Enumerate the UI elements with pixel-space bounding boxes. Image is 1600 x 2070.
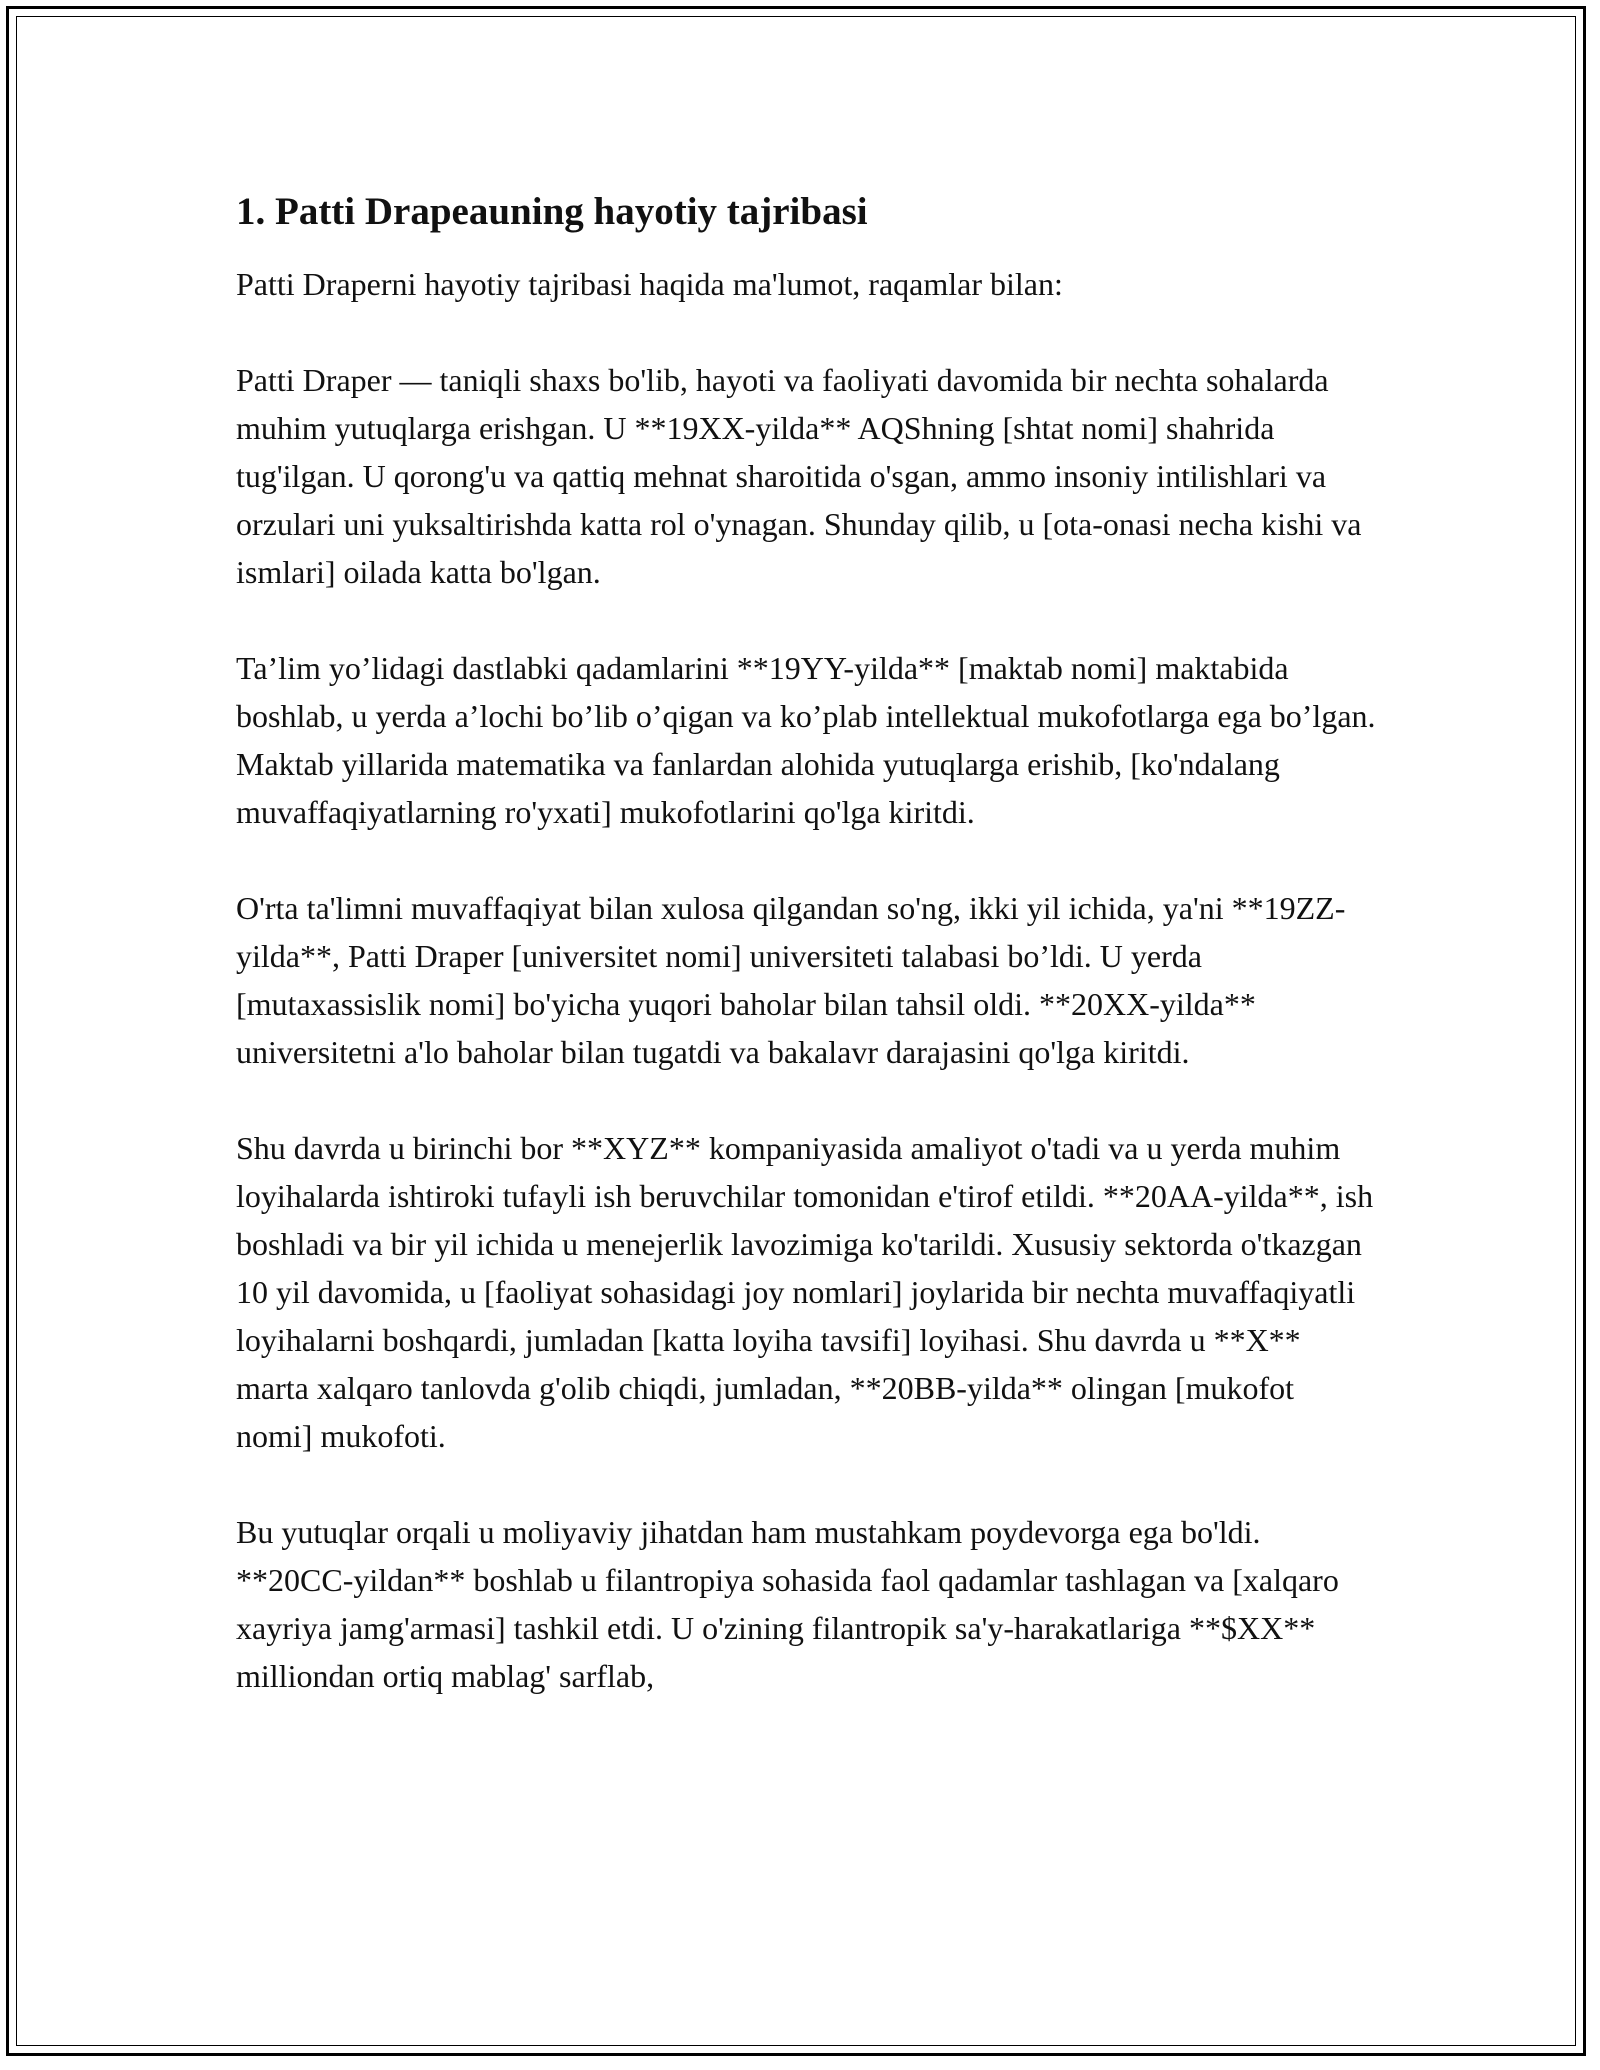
document-body [236, 186, 1376, 1700]
intro-paragraph: Patti Draperni hayotiy tajribasi haqida ma'lumot, raqamlar bilan: [236, 266, 1063, 302]
paragraph-career: Shu davrda u birinchi bor **XYZ** kompaniyasida amaliyot o'tadi va u yerda muhim loyihalarda ishtiroki tufayli ish beruvchilar tomonidan e'tirof etildi. **20AA-yilda**, ish boshladi va bir yil ichida u menejerlik lavozimiga ko'tarildi. Xususiy sektorda o'tkazgan 10 yil davomida, u [faoliyat sohasidagi joy nomlari] joylarida bir nechta muvaffaqiyatli loyihalarni boshqardi, jumladan [katta loyiha tavsifi] loyihasi. Shu davrda u **X** marta xalqaro tanlovda g'olib chiqdi, jumladan, **20BB-yilda** olingan [mukofot nomi] mukofoti. [236, 1130, 1374, 1454]
paragraph-school: Ta’lim yo’lidagi dastlabki qadamlarini **19YY-yilda** [maktab nomi] maktabida boshlab, u yerda a’lochi bo’lib o’qigan va ko’plab intellektual mukofotlarga ega bo’lgan. Maktab yillarida matematika va fanlardan alohida yutuqlarga erishib, [ko'ndalang muvaffaqiyatlarning ro'yxati] mukofotlarini qo'lga kiritdi. [236, 650, 1376, 830]
paragraph-university: O'rta ta'limni muvaffaqiyat bilan xulosa qilgandan so'ng, ikki yil ichida, ya'ni **19ZZ-yilda**, Patti Draper [universitet nomi] universiteti talabasi bo’ldi. U yerda [mutaxassislik nomi] bo'yicha yuqori baholar bilan tahsil oldi. **20XX-yilda** universitetni a'lo baholar bilan tugatdi va bakalavr darajasini qo'lga kiritdi. [236, 890, 1346, 1070]
paragraph-birth: Patti Draper — taniqli shaxs bo'lib, hayoti va faoliyati davomida bir nechta sohalarda muhim yutuqlarga erishgan. U **19XX-yilda** AQShning [shtat nomi] shahrida tug'ilgan. U qorong'u va qattiq mehnat sharoitida o'sgan, ammo insoniy intilishlari va orzulari uni yuksaltirishda katta rol o'ynagan. Shunday qilib, u [ota-onasi necha kishi va ismlari] oilada katta bo'lgan. [236, 362, 1362, 590]
paragraph-philanthropy: Bu yutuqlar orqali u moliyaviy jihatdan ham mustahkam poydevorga ega bo'ldi. **20CC-yildan** boshlab u filantropiya sohasida faol qadamlar tashlagan va [xalqaro xayriya jamg'armasi] tashkil etdi. U o'zining filantropik sa'y-harakatlariga **$XX** milliondan ortiq mablag' sarflab, [236, 1514, 1339, 1694]
section-heading: 1. Patti Drapeauning hayotiy tajribasi [236, 190, 868, 233]
